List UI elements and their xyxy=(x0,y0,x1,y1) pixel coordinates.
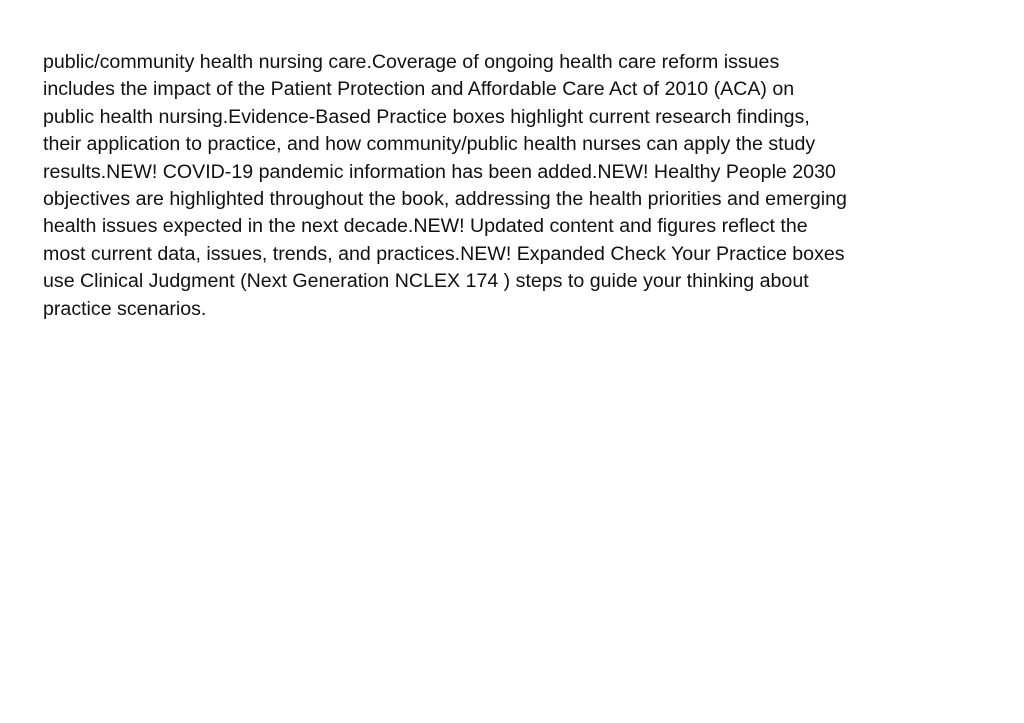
paragraph-line: public/community health nursing care.Coverage of ongoing health care reform issues xyxy=(43,51,780,73)
paragraph-line: objectives are highlighted throughout the book, addressing the health priorities and emerging xyxy=(43,188,847,211)
paragraph-line: use Clinical Judgment (Next Generation NCLEX 174 ) steps to guide your thinking about xyxy=(43,270,809,293)
paragraph-line: includes the impact of the Patient Protection and Affordable Care Act of 2010 (ACA) on xyxy=(43,78,795,101)
paragraph-line: health issues expected in the next decade.NEW! Updated content and figures reflect the xyxy=(43,215,808,238)
paragraph-line: public health nursing.Evidence-Based Practice boxes highlight current research findings, xyxy=(43,105,810,128)
paragraph-line: their application to practice, and how community/public health nurses can apply the study xyxy=(43,133,816,156)
paragraph-line: most current data, issues, trends, and practices.NEW! Expanded Check Your Practice boxes xyxy=(43,242,845,265)
paragraph-line: practice scenarios. xyxy=(43,297,207,320)
body-paragraph xyxy=(43,49,993,323)
paragraph-line: results.NEW! COVID-19 pandemic information has been added.NEW! Healthy People 2030 xyxy=(43,160,836,183)
